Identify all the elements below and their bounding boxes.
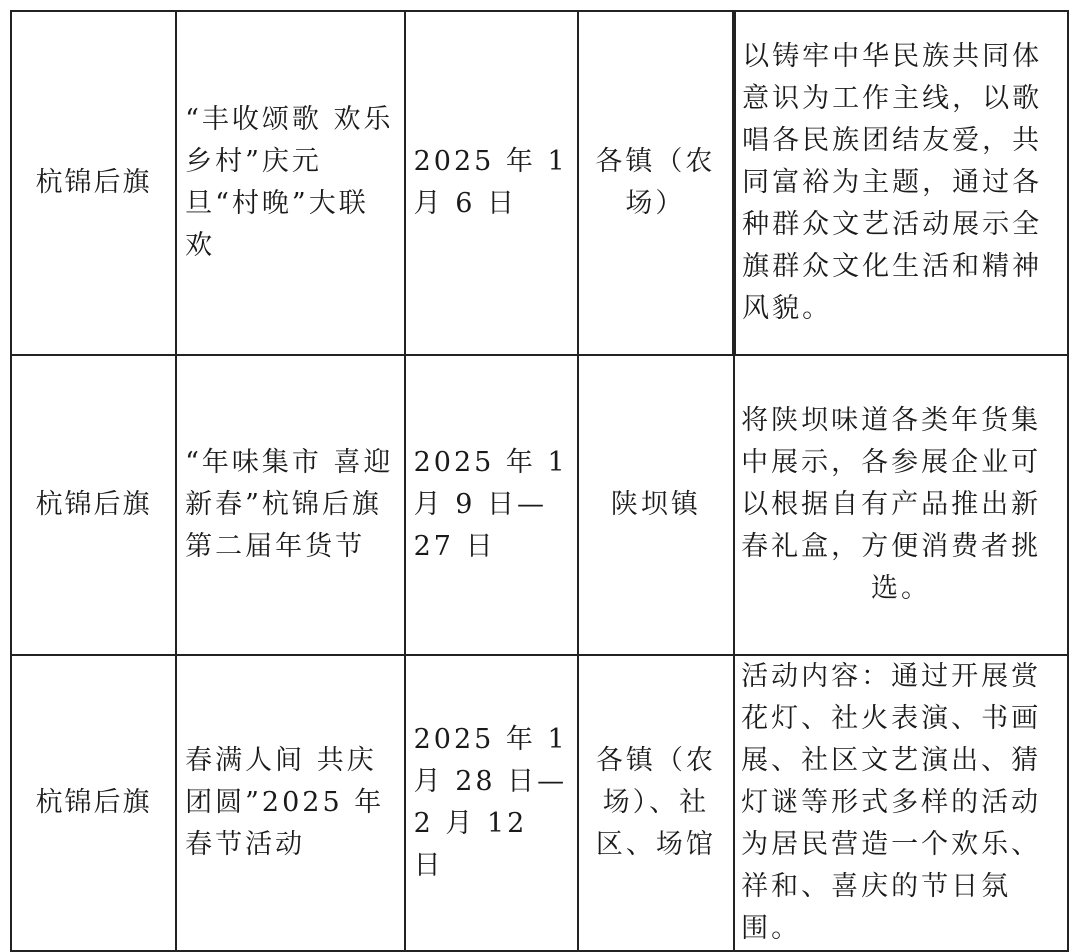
region-cell: 杭锦后旗 xyxy=(11,655,176,951)
content-cell: 以铸牢中华民族共同体意识为工作主线，以歌唱各民族团结友爱，共同富裕为主题，通过各种群众文艺活动展示全旗群众文化生活和精神风貌。 xyxy=(734,11,1068,355)
activity-cell: 春满人间 共庆团圆”2025 年春节活动 xyxy=(176,655,405,951)
content-cell: 活动内容：通过开展赏花灯、社火表演、书画展、社区文艺演出、猜灯谜等形式多样的活动为居民营造一个欢乐、祥和、喜庆的节日氛围。 xyxy=(734,655,1068,951)
location-cell: 各镇（农场） xyxy=(578,11,734,355)
activity-cell: “年味集市 喜迎新春”杭锦后旗第二届年货节 xyxy=(176,355,405,655)
table-row xyxy=(11,11,1068,355)
location-cell: 各镇（农场）、社区、场馆 xyxy=(578,655,734,951)
events-table xyxy=(10,10,1069,952)
location-cell: 陕坝镇 xyxy=(578,355,734,655)
activity-cell: “丰收颂歌 欢乐乡村”庆元旦“村晚”大联欢 xyxy=(176,11,405,355)
content-text: 将陕坝味道各类年货集中展示，各参展企业可以根据自有产品推出新春礼盒，方便消费者挑 xyxy=(741,405,1042,562)
region-cell: 杭锦后旗 xyxy=(11,11,176,355)
region-cell: 杭锦后旗 xyxy=(11,355,176,655)
date-cell: 2025 年 1 月 28 日—2 月 12 日 xyxy=(405,655,578,951)
table-row xyxy=(11,655,1068,951)
date-cell: 2025 年 1 月 6 日 xyxy=(405,11,578,355)
content-cell xyxy=(734,355,1068,655)
content-text-tail: 选。 xyxy=(871,573,932,604)
date-cell: 2025 年 1 月 9 日—27 日 xyxy=(405,355,578,655)
table-row xyxy=(11,355,1068,655)
